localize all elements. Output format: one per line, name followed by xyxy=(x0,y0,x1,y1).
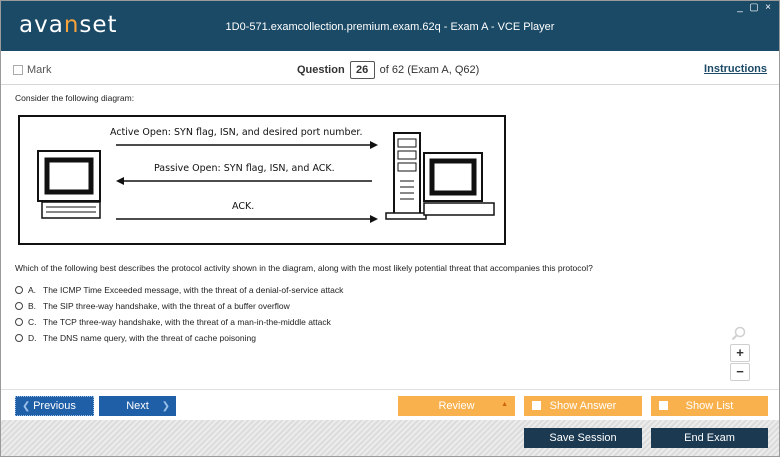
save-session-button[interactable]: Save Session xyxy=(524,428,642,448)
answer-text: The SIP three-way handshake, with the threat of a buffer overflow xyxy=(43,301,290,311)
footer-bar xyxy=(1,420,779,456)
window-controls xyxy=(735,3,773,13)
client-computer-icon xyxy=(38,151,100,218)
magnifier-icon[interactable] xyxy=(731,326,747,342)
bottom-toolbar xyxy=(1,389,779,420)
minimize-button[interactable]: _ xyxy=(737,2,743,13)
tcp-handshake-diagram xyxy=(18,115,506,245)
triangle-up-icon: ▲ xyxy=(501,401,508,408)
answer-text: The DNS name query, with the threat of cache poisoning xyxy=(43,333,256,343)
previous-button[interactable] xyxy=(15,396,94,416)
question-navigator xyxy=(297,61,479,79)
radio-button[interactable] xyxy=(15,334,23,342)
question-text: Which of the following best describes the protocol activity shown in the diagram, along with the most likely potential threat that accompanies this protocol? xyxy=(15,263,593,273)
checkbox-icon[interactable] xyxy=(659,401,668,410)
answer-letter: B. xyxy=(28,301,37,311)
chevron-right-icon: ❯ xyxy=(161,400,170,412)
review-label: Review xyxy=(438,400,475,412)
previous-label: Previous xyxy=(33,400,76,412)
radio-button[interactable] xyxy=(15,302,23,310)
window-title: 1D0-571.examcollection.premium.exam.62q - Exam A - VCE Player xyxy=(225,21,555,33)
title-bar xyxy=(1,1,779,51)
passive-open-arrow xyxy=(116,177,372,185)
server-monitor-icon xyxy=(424,153,494,215)
answer-option-a[interactable] xyxy=(15,282,343,298)
answer-text: The ICMP Time Exceeded message, with the threat of a denial-of-service attack xyxy=(43,285,344,295)
chevron-left-icon: ❮ xyxy=(22,400,31,412)
end-exam-button[interactable]: End Exam xyxy=(651,428,768,448)
checkbox-icon[interactable] xyxy=(532,401,541,410)
show-list-label: Show List xyxy=(685,400,734,412)
answer-list xyxy=(15,282,343,346)
active-open-label: Active Open: SYN flag, ISN, and desired port number. xyxy=(110,127,363,138)
radio-button[interactable] xyxy=(15,286,23,294)
ack-label: ACK. xyxy=(232,201,255,212)
show-answer-button[interactable] xyxy=(524,396,642,416)
question-label: Question xyxy=(297,64,345,76)
passive-open-label: Passive Open: SYN flag, ISN, and ACK. xyxy=(154,163,335,174)
active-open-arrow xyxy=(116,141,378,149)
avanset-logo: avanset xyxy=(19,12,118,38)
question-header xyxy=(1,51,779,85)
server-tower-icon xyxy=(386,133,426,219)
checkbox-icon[interactable] xyxy=(13,65,23,75)
zoom-out-button[interactable]: − xyxy=(730,363,750,381)
answer-text: The TCP three-way handshake, with the threat of a man-in-the-middle attack xyxy=(43,317,331,327)
review-button[interactable] xyxy=(398,396,515,416)
question-intro: Consider the following diagram: xyxy=(15,93,135,103)
instructions-link[interactable]: Instructions xyxy=(704,63,767,75)
show-answer-label: Show Answer xyxy=(549,400,617,412)
ack-arrow xyxy=(116,215,378,223)
question-number-input[interactable]: 26 xyxy=(350,61,375,79)
close-button[interactable]: × xyxy=(765,2,771,13)
answer-letter: D. xyxy=(28,333,37,343)
show-list-button[interactable] xyxy=(651,396,768,416)
answer-option-d[interactable] xyxy=(15,330,343,346)
answer-letter: A. xyxy=(28,285,37,295)
answer-option-c[interactable] xyxy=(15,314,343,330)
answer-letter: C. xyxy=(28,317,37,327)
mark-label: Mark xyxy=(27,64,52,76)
radio-button[interactable] xyxy=(15,318,23,326)
next-button[interactable] xyxy=(99,396,176,416)
next-label: Next xyxy=(126,400,149,412)
answer-option-b[interactable] xyxy=(15,298,343,314)
question-count: of 62 (Exam A, Q62) xyxy=(379,64,480,76)
maximize-button[interactable]: ▢ xyxy=(749,2,759,13)
mark-checkbox[interactable] xyxy=(13,64,51,76)
zoom-in-button[interactable]: + xyxy=(730,344,750,362)
